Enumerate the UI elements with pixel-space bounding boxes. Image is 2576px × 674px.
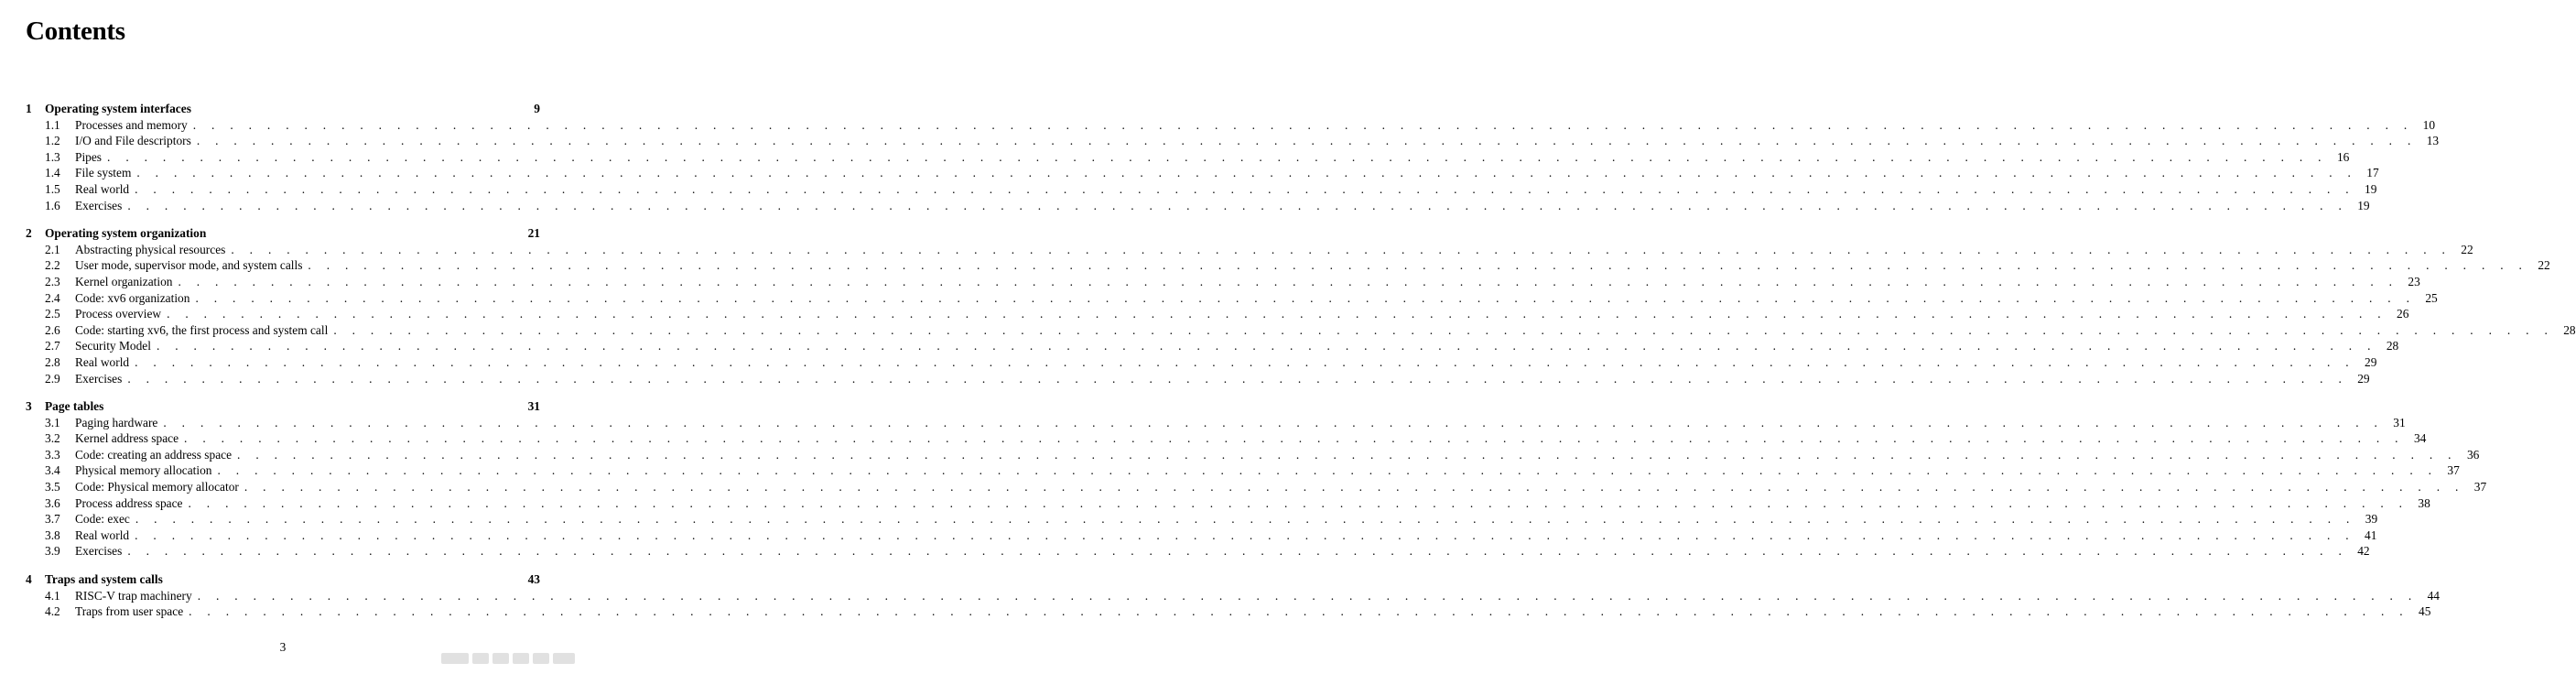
section-number: 2.4 [45,290,60,305]
chapter-block [26,398,2487,560]
dot-leader: . . . . . . . . . . . . . . . . . . . . . . . . . . . . . . . . . . . . . . . . . . . . . . . . . . . . . . . . . . . . . . . . . . . . . . . . . . . . . . . . . . . . . . . . . . . . . . . . . . . . . . . . . . . . . . . . . . . . . . . . [192,117,2414,132]
dot-leader: . . . . . . . . . . . . . . . . . . . . . . . . . . . . . . . . . . . . . . . . . . . . . . . . . . . . . . . . . . . . . . . . . . . . . . . . . . . . . . . . . . . . . . . . . . . . . . . . . . . . . . . . . . . . . . . . . . . . . . . . [244,480,2465,495]
dot-leader: . . . . . . . . . . . . . . . . . . . . . . . . . . . . . . . . . . . . . . . . . . . . . . . . . . . . . . . . . . . . . . . . . . . . . . . . . . . . . . . . . . . . . . . . . . . . . . . . . . . . . . . . . . . . . . . . . . . . . . . . [189,604,2409,619]
section-row[interactable] [26,371,2370,387]
section-page-number[interactable]: 10 [2422,117,2436,132]
section-number: 2.3 [45,274,60,288]
section-row[interactable] [26,133,2440,149]
section-page-number[interactable]: 13 [2426,134,2440,148]
section-row[interactable] [26,257,2550,274]
section-page-number[interactable]: 38 [2418,495,2430,510]
section-number: 1.4 [45,166,60,180]
section-number: 2.7 [45,339,60,353]
section-row[interactable] [26,415,2406,431]
section-number: 3.4 [45,463,60,478]
section-page-number[interactable]: 44 [2427,588,2440,603]
section-page-number[interactable]: 41 [2365,527,2377,542]
section-page-number[interactable]: 16 [2336,149,2350,164]
section-title[interactable]: Process overview [75,307,162,321]
section-row[interactable] [26,306,2409,322]
dot-leader: . . . . . . . . . . . . . . . . . . . . . . . . . . . . . . . . . . . . . . . . . . . . . . . . . . . . . . . . . . . . . . . . . . . . . . . . . . . . . . . . . . . . . . . . . . . . . . . . . . . . . . . . . . . . . . . . . . . . . . . . [135,512,2356,527]
section-page-number[interactable]: 39 [2365,512,2378,527]
section-page-number[interactable]: 34 [2413,431,2427,446]
chapter-block [26,101,2440,213]
dot-leader: . . . . . . . . . . . . . . . . . . . . . . . . . . . . . . . . . . . . . . . . . . . . . . . . . . . . . . . . . . . . . . . . . . . . . . . . . . . . . . . . . . . . . . . . . . . . . . . . . . . . . . . . . . . . . . . . . . . . . . . . [217,463,2438,478]
dot-leader: . . . . . . . . . . . . . . . . . . . . . . . . . . . . . . . . . . . . . . . . . . . . . . . . . . . . . . . . . . . . . . . . . . . . . . . . . . . . . . . . . . . . . . . . . . . . . . . . . . . . . . . . . . . . . . . . . . . . . . . . [127,544,2348,559]
section-number: 4.2 [45,604,60,619]
section-page-number[interactable]: 36 [2466,447,2480,462]
dot-leader: . . . . . . . . . . . . . . . . . . . . . . . . . . . . . . . . . . . . . . . . . . . . . . . . . . . . . . . . . . . . . . . . . . . . . . . . . . . . . . . . . . . . . . . . . . . . . . . . . . . . . . . . . . . . . . . . . . . . . . . . [127,198,2348,212]
section-title[interactable]: Process address space [75,495,183,510]
section-page-number[interactable]: 26 [2397,307,2409,321]
dot-leader: . . . . . . . . . . . . . . . . . . . . . . . . . . . . . . . . . . . . . . . . . . . . . . . . . . . . . . . . . . . . . . . . . . . . . . . . . . . . . . . . . . . . . . . . . . . . . . . . . . . . . . . . . . . . . . . . . . . . . . . . [135,527,2355,542]
section-title[interactable]: User mode, supervisor mode, and system calls [75,258,303,273]
dot-leader: . . . . . . . . . . . . . . . . . . . . . . . . . . . . . . . . . . . . . . . . . . . . . . . . . . . . . . . . . . . . . . . . . . . . . . . . . . . . . . . . . . . . . . . . . . . . . . . . . . . . . . . . . . . . . . . . . . . . . . . . [184,431,2405,446]
chapter-block [26,571,2440,620]
section-title[interactable]: Real world [75,354,130,369]
page-number: 3 [279,640,287,654]
section-row[interactable] [26,290,2438,307]
chapter-number: 2 [26,226,32,241]
chapter-title[interactable]: Traps and system calls [45,572,163,587]
chapter-number: 4 [26,572,32,587]
section-title[interactable]: RISC-V trap machinery [75,588,192,603]
section-title[interactable]: Paging hardware [75,415,158,429]
section-number: 2.2 [45,258,60,273]
section-number: 3.5 [45,480,60,495]
section-number: 2.5 [45,307,60,321]
section-number: 3.8 [45,527,60,542]
section-page-number[interactable]: 31 [2393,415,2406,429]
dot-leader: . . . . . . . . . . . . . . . . . . . . . . . . . . . . . . . . . . . . . . . . . . . . . . . . . . . . . . . . . . . . . . . . . . . . . . . . . . . . . . . . . . . . . . . . . . . . . . . . . . . . . . . . . . . . . . . . . . . . . . . . [195,290,2416,305]
dot-leader: . . . . . . . . . . . . . . . . . . . . . . . . . . . . . . . . . . . . . . . . . . . . . . . . . . . . . . . . . . . . . . . . . . . . . . . . . . . . . . . . . . . . . . . . . . . . . . . . . . . . . . . . . . . . . . . . . . . . . . . . [231,242,2452,256]
section-row[interactable] [26,447,2480,463]
section-title[interactable]: Real world [75,181,130,196]
watermark-graphic [441,648,579,669]
section-number: 1.1 [45,117,60,132]
section-title[interactable]: Code: starting xv6, the first process and system call [75,322,329,337]
dot-leader: . . . . . . . . . . . . . . . . . . . . . . . . . . . . . . . . . . . . . . . . . . . . . . . . . . . . . . . . . . . . . . . . . . . . . . . . . . . . . . . . . . . . . . . . . . . . . . . . . . . . . . . . . . . . . . . . . . . . . . . . [135,354,2355,369]
section-row[interactable] [26,274,2420,290]
chapter-page-number[interactable]: 43 [527,572,540,587]
section-row[interactable] [26,430,2427,447]
section-row[interactable] [26,527,2377,544]
dot-leader: . . . . . . . . . . . . . . . . . . . . . . . . . . . . . . . . . . . . . . . . . . . . . . . . . . . . . . . . . . . . . . . . . . . . . . . . . . . . . . . . . . . . . . . . . . . . . . . . . . . . . . . . . . . . . . . . . . . . . . . . [136,166,2357,180]
chapter-title[interactable]: Page tables [45,399,104,414]
section-page-number[interactable]: 42 [2357,544,2370,559]
chapter-title[interactable]: Operating system organization [45,226,207,241]
section-number: 1.2 [45,134,60,148]
section-page-number[interactable]: 29 [2365,354,2377,369]
section-row[interactable] [26,588,2440,604]
dot-leader: . . . . . . . . . . . . . . . . . . . . . . . . . . . . . . . . . . . . . . . . . . . . . . . . . . . . . . . . . . . . . . . . . . . . . . . . . . . . . . . . . . . . . . . . . . . . . . . . . . . . . . . . . . . . . . . . . . . . . . . . [135,181,2355,196]
section-title[interactable]: File system [75,166,132,180]
dot-leader: . . . . . . . . . . . . . . . . . . . . . . . . . . . . . . . . . . . . . . . . . . . . . . . . . . . . . . . . . . . . . . . . . . . . . . . . . . . . . . . . . . . . . . . . . . . . . . . . . . . . . . . . . . . . . . . . . . . . . . . . [156,339,2377,353]
section-number: 1.5 [45,181,60,196]
section-number: 3.7 [45,512,60,527]
section-page-number[interactable]: 22 [2538,258,2550,273]
section-number: 3.9 [45,544,60,559]
dot-leader: . . . . . . . . . . . . . . . . . . . . . . . . . . . . . . . . . . . . . . . . . . . . . . . . . . . . . . . . . . . . . . . . . . . . . . . . . . . . . . . . . . . . . . . . . . . . . . . . . . . . . . . . . . . . . . . . . . . . . . . . [196,134,2418,148]
section-row[interactable] [26,149,2350,166]
section-number: 2.1 [45,242,60,256]
section-row[interactable] [26,181,2377,198]
section-page-number[interactable]: 28 [2386,339,2399,353]
section-page-number[interactable]: 45 [2419,604,2431,619]
section-row[interactable] [26,354,2377,371]
section-title[interactable]: Physical memory allocation [75,463,212,478]
chapter-title[interactable]: Operating system interfaces [45,102,191,115]
page-title: Contents [26,16,125,46]
section-title[interactable]: Processes and memory [75,117,188,132]
section-page-number[interactable]: 29 [2357,371,2370,386]
dot-leader: . . . . . . . . . . . . . . . . . . . . . . . . . . . . . . . . . . . . . . . . . . . . . . . . . . . . . . . . . . . . . . . . . . . . . . . . . . . . . . . . . . . . . . . . . . . . . . . . . . . . . . . . . . . . . . . . . . . . . . . . [237,447,2458,462]
section-number: 2.8 [45,354,60,369]
section-title[interactable]: Kernel organization [75,274,173,288]
section-row[interactable] [26,338,2399,354]
section-row[interactable] [26,322,2576,339]
section-row[interactable] [26,543,2370,560]
dot-leader: . . . . . . . . . . . . . . . . . . . . . . . . . . . . . . . . . . . . . . . . . . . . . . . . . . . . . . . . . . . . . . . . . . . . . . . . . . . . . . . . . . . . . . . . . . . . . . . . . . . . . . . . . . . . . . . . . . . . . . . . [127,371,2348,386]
section-number: 3.6 [45,495,60,510]
section-page-number[interactable]: 25 [2425,290,2438,305]
section-number: 1.3 [45,149,60,164]
section-title[interactable]: Abstracting physical resources [75,242,226,256]
section-title[interactable]: Code: creating an address space [75,447,233,462]
dot-leader: . . . . . . . . . . . . . . . . . . . . . . . . . . . . . . . . . . . . . . . . . . . . . . . . . . . . . . . . . . . . . . . . . . . . . . . . . . . . . . . . . . . . . . . . . . . . . . . . . . . . . . . . . . . . . . . . . . . . . . . . [333,322,2554,337]
chapter-row[interactable] [26,101,540,117]
dot-leader: . . . . . . . . . . . . . . . . . . . . . . . . . . . . . . . . . . . . . . . . . . . . . . . . . . . . . . . . . . . . . . . . . . . . . . . . . . . . . . . . . . . . . . . . . . . . . . . . . . . . . . . . . . . . . . . . . . . . . . . . [308,258,2528,273]
section-page-number[interactable]: 19 [2357,198,2370,212]
section-row[interactable] [26,117,2436,134]
section-title[interactable]: Exercises [75,371,123,386]
section-row[interactable] [26,165,2379,181]
section-title[interactable]: Exercises [75,544,123,559]
section-number: 3.1 [45,415,60,429]
section-title[interactable]: Code: exec [75,512,130,527]
dot-leader: . . . . . . . . . . . . . . . . . . . . . . . . . . . . . . . . . . . . . . . . . . . . . . . . . . . . . . . . . . . . . . . . . . . . . . . . . . . . . . . . . . . . . . . . . . . . . . . . . . . . . . . . . . . . . . . . . . . . . . . . [167,307,2387,321]
chapter-page-number[interactable]: 21 [527,226,540,241]
section-page-number[interactable]: 22 [2461,242,2473,256]
section-number: 3.2 [45,431,60,446]
section-title[interactable]: Kernel address space [75,431,179,446]
section-title[interactable]: Real world [75,527,130,542]
dot-leader: . . . . . . . . . . . . . . . . . . . . . . . . . . . . . . . . . . . . . . . . . . . . . . . . . . . . . . . . . . . . . . . . . . . . . . . . . . . . . . . . . . . . . . . . . . . . . . . . . . . . . . . . . . . . . . . . . . . . . . . . [107,149,2328,164]
chapter-block [26,225,2576,386]
section-title[interactable]: Security Model [75,339,151,353]
section-row[interactable] [26,198,2370,214]
table-of-contents [26,101,2576,632]
chapter-row[interactable] [26,225,540,242]
section-page-number[interactable]: 23 [2408,274,2420,288]
section-row[interactable] [26,462,2460,479]
section-page-number[interactable]: 28 [2563,322,2576,337]
section-title[interactable]: Pipes [75,149,103,164]
section-page-number[interactable]: 37 [2447,463,2460,478]
dot-leader: . . . . . . . . . . . . . . . . . . . . . . . . . . . . . . . . . . . . . . . . . . . . . . . . . . . . . . . . . . . . . . . . . . . . . . . . . . . . . . . . . . . . . . . . . . . . . . . . . . . . . . . . . . . . . . . . . . . . . . . . [163,415,2384,429]
section-title[interactable]: Code: xv6 organization [75,290,190,305]
section-title[interactable]: I/O and File descriptors [75,134,191,148]
chapter-row[interactable] [26,571,540,588]
dot-leader: . . . . . . . . . . . . . . . . . . . . . . . . . . . . . . . . . . . . . . . . . . . . . . . . . . . . . . . . . . . . . . . . . . . . . . . . . . . . . . . . . . . . . . . . . . . . . . . . . . . . . . . . . . . . . . . . . . . . . . . . [178,274,2398,288]
dot-leader: . . . . . . . . . . . . . . . . . . . . . . . . . . . . . . . . . . . . . . . . . . . . . . . . . . . . . . . . . . . . . . . . . . . . . . . . . . . . . . . . . . . . . . . . . . . . . . . . . . . . . . . . . . . . . . . . . . . . . . . . [188,495,2408,510]
section-title[interactable]: Traps from user space [75,604,184,619]
chapter-number: 3 [26,399,32,414]
section-page-number[interactable]: 19 [2365,181,2377,196]
section-page-number[interactable]: 17 [2366,166,2379,180]
chapter-page-number[interactable]: 31 [527,399,540,414]
section-number: 2.9 [45,371,60,386]
section-page-number[interactable]: 37 [2473,480,2487,495]
section-title[interactable]: Code: Physical memory allocator [75,480,239,495]
section-row[interactable] [26,511,2378,527]
section-number: 2.6 [45,322,60,337]
section-number: 3.3 [45,447,60,462]
section-row[interactable] [26,495,2430,512]
chapter-page-number[interactable]: 9 [534,102,540,115]
section-row[interactable] [26,603,2431,620]
section-number: 1.6 [45,198,60,212]
section-row[interactable] [26,242,2473,258]
dot-leader: . . . . . . . . . . . . . . . . . . . . . . . . . . . . . . . . . . . . . . . . . . . . . . . . . . . . . . . . . . . . . . . . . . . . . . . . . . . . . . . . . . . . . . . . . . . . . . . . . . . . . . . . . . . . . . . . . . . . . . . . [197,588,2418,603]
chapter-row[interactable] [26,398,540,415]
section-row[interactable] [26,479,2487,495]
section-number: 4.1 [45,588,60,603]
section-title[interactable]: Exercises [75,198,123,212]
chapter-number: 1 [26,102,32,115]
